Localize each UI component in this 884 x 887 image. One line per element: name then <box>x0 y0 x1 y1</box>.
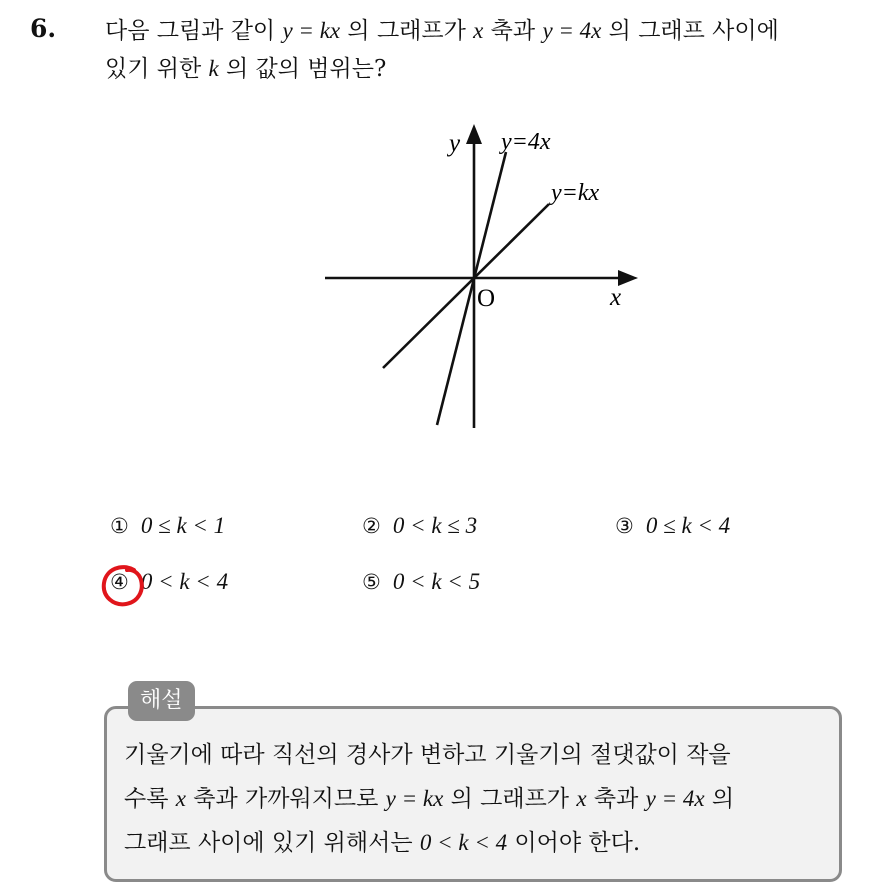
variable-x: x <box>576 786 587 811</box>
solution-text-segment: 축과 가까워지므로 <box>185 786 386 812</box>
choice-3[interactable] <box>615 513 730 539</box>
line-y-4x <box>437 152 506 425</box>
choice-text: 0 < k < 5 <box>392 569 481 594</box>
answer-circle-mark-icon <box>98 561 154 611</box>
question-text-segment: 축과 <box>483 18 543 44</box>
choice-number: ① <box>110 514 129 538</box>
choice-text: 0 < k < 4 <box>140 569 229 594</box>
choice-text: 0 ≤ k < 1 <box>140 513 226 538</box>
choice-1[interactable] <box>110 513 225 539</box>
equation-y-kx: y = kx <box>385 786 444 811</box>
solution-text-segment: 수록 <box>124 786 176 812</box>
solution-text <box>124 733 834 865</box>
y-axis-arrow-icon <box>466 124 482 144</box>
solution-text-segment: 그래프 사이에 있기 위해서는 <box>124 830 420 856</box>
inequality: 0 < k < 4 <box>419 830 508 855</box>
origin-label: O <box>477 285 496 312</box>
choice-text: 0 < k ≤ 3 <box>392 513 478 538</box>
solution-text-segment: 축과 <box>586 786 646 812</box>
equation-y-kx: y = kx <box>282 18 341 43</box>
variable-x: x <box>175 786 186 811</box>
choice-number: ③ <box>615 514 634 538</box>
line-y-kx <box>383 204 549 368</box>
line-kx-label: y=kx <box>551 180 600 206</box>
x-axis-label: x <box>610 284 622 311</box>
solution-tag: 해설 <box>128 681 195 721</box>
choice-number: ④ <box>110 570 129 594</box>
question-text-segment: 다음 그림과 같이 <box>105 18 283 44</box>
solution-line-2 <box>124 777 834 821</box>
solution-text-segment: 의 <box>704 786 735 812</box>
solution-text-segment: 이어야 한다. <box>507 830 641 856</box>
solution-text-segment: 의 그래프가 <box>443 786 577 812</box>
y-axis-label: y <box>449 130 461 157</box>
question-text-segment: 의 그래프가 <box>340 18 474 44</box>
question-number: 6. <box>30 14 57 43</box>
choice-number: ② <box>362 514 381 538</box>
question-text-segment: 의 값의 범위는? <box>218 56 387 82</box>
equation-y-4x: y = 4x <box>542 18 602 43</box>
variable-k: k <box>208 56 219 81</box>
equation-y-4x: y = 4x <box>645 786 705 811</box>
answer-circle-stroke <box>104 567 142 604</box>
question-text-segment: 있기 위한 <box>105 56 209 82</box>
solution-line-1: 기울기에 따라 직선의 경사가 변하고 기울기의 절댓값이 작을 <box>124 742 731 768</box>
line-4x-label: y=4x <box>501 129 551 155</box>
choice-text: 0 ≤ k < 4 <box>645 513 731 538</box>
solution-line-3 <box>124 821 834 865</box>
choice-number: ⑤ <box>362 570 381 594</box>
variable-x: x <box>473 18 484 43</box>
question-text-segment: 의 그래프 사이에 <box>601 18 779 44</box>
choice-5[interactable] <box>362 569 480 595</box>
choice-2[interactable] <box>362 513 477 539</box>
